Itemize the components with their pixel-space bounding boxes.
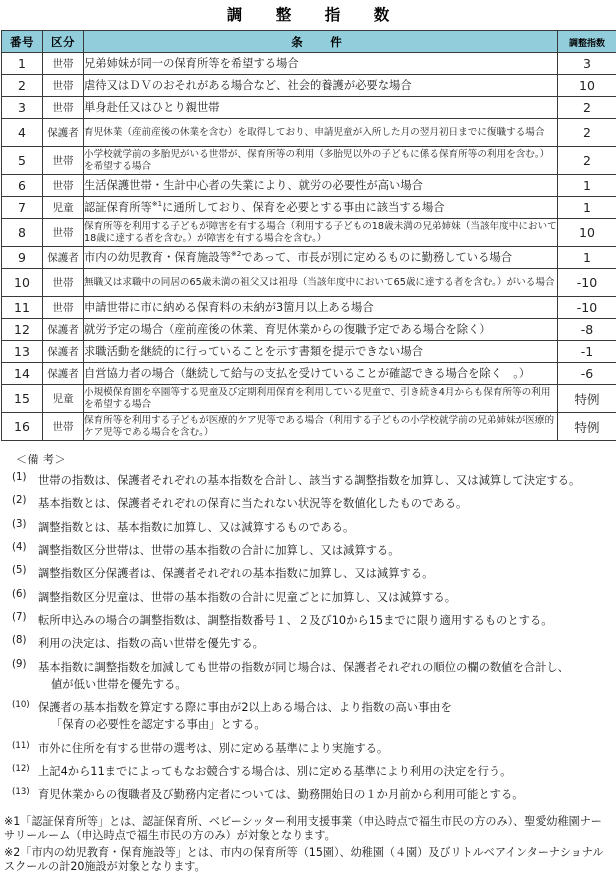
cell-condition: 保育所等を利用する子どもが医療的ケア児等である場合（利用する子どもの小学校就学前の兄弟姉妹が医療的ケア児等である場合を含む。） — [84, 413, 558, 441]
table-row — [2, 219, 616, 247]
cell-category: 世帯 — [43, 147, 84, 175]
table-head — [2, 31, 616, 53]
cell-no: 3 — [2, 97, 43, 119]
note-marker: (7) — [10, 612, 38, 623]
column-header-no: 番号 — [2, 31, 43, 53]
cell-points: 特例 — [558, 413, 616, 441]
note-marker: (4) — [10, 542, 38, 553]
note-text-line: 調整指数とは、基本指数に加算し、又は減算するものである。 — [38, 521, 354, 534]
cell-condition: 兄弟姉妹が同一の保育所等を希望する場合 — [84, 53, 558, 75]
note-marker: (12) — [10, 763, 38, 774]
note-marker: (3) — [10, 519, 38, 530]
note-text — [38, 472, 608, 489]
note-item — [10, 472, 608, 489]
note-text — [38, 589, 608, 606]
note-marker: (13) — [10, 786, 38, 797]
table-row — [2, 269, 616, 297]
cell-no: 1 — [2, 53, 43, 75]
cell-points: 2 — [558, 97, 616, 119]
table-row — [2, 119, 616, 147]
table-row — [2, 297, 616, 319]
cell-condition: 小学校就学前の多胎児がいる世帯が、保育所等の利用（多胎児以外の子どもに係る保育所等の利用を含む。）を希望する場合 — [84, 147, 558, 175]
table-row — [2, 197, 616, 219]
note-text — [38, 519, 608, 536]
cell-condition: 認証保育所等$^{※1}$に通所しており、保育を必要とする事由に該当する場合 — [84, 197, 558, 219]
note-text — [38, 699, 608, 733]
cell-points: 2 — [558, 119, 616, 147]
note-marker: (8) — [10, 635, 38, 646]
cell-points: 1 — [558, 175, 616, 197]
footnote-text: ※1「認証保育所等」とは、認証保育所、ベビーシッター利用支援事業（申込時点で福生市民の方のみ）、聖愛幼稚園ナーサリールーム（申込時点で福生市民の方のみ）が対象となります。 — [4, 815, 612, 843]
note-text — [38, 612, 608, 629]
cell-points: -10 — [558, 269, 616, 297]
cell-condition: 虐待又はＤＶのおそれがある場合など、社会的養護が必要な場合 — [84, 75, 558, 97]
note-text-line: 調整指数区分世帯は、世帯の基本指数の合計に加算し、又は減算する。 — [38, 544, 400, 557]
cell-no: 9 — [2, 247, 43, 269]
cell-category: 世帯 — [43, 413, 84, 441]
page-title: 調 整 指 数 — [0, 0, 616, 30]
cell-condition: 無職又は求職中の同居の65歳未満の祖父又は祖母（当該年度中において65歳に達する者を含む。）がいる場合 — [84, 269, 558, 297]
table-row — [2, 53, 616, 75]
cell-category: 世帯 — [43, 297, 84, 319]
note-item — [10, 659, 608, 693]
cell-points: 10 — [558, 219, 616, 247]
note-text-line: 市外に住所を有する世帯の選考は、別に定める基準により実施する。 — [38, 742, 388, 755]
table-row — [2, 413, 616, 441]
cell-points: 1 — [558, 247, 616, 269]
table-row — [2, 247, 616, 269]
note-text — [38, 495, 608, 512]
cell-no: 11 — [2, 297, 43, 319]
note-text-line: 基本指数とは、保護者それぞれの保育に当たれない状況等を数値化したものである。 — [38, 497, 467, 510]
cell-no: 6 — [2, 175, 43, 197]
cell-category: 児童 — [43, 385, 84, 413]
note-text-line: 調整指数区分保護者は、保護者それぞれの基本指数に加算し、又は減算する。 — [38, 567, 433, 580]
cell-points: 2 — [558, 147, 616, 175]
note-item — [10, 635, 608, 652]
table-row — [2, 385, 616, 413]
cell-no: 12 — [2, 319, 43, 341]
cell-points: -8 — [558, 319, 616, 341]
note-item — [10, 565, 608, 582]
notes-heading: ＜備 考＞ — [16, 454, 608, 465]
cell-condition: 市内の幼児教育・保育施設等$^{※2}$であって、市長が別に定めるものに勤務している場合 — [84, 247, 558, 269]
table-row — [2, 363, 616, 385]
table-row — [2, 97, 616, 119]
cell-no: 5 — [2, 147, 43, 175]
note-marker: (10) — [10, 699, 38, 710]
note-text-line: 基本指数に調整指数を加減しても世帯の指数が同じ場合は、保護者それぞれの順位の欄の数値を合計し、 — [38, 661, 569, 674]
notes-list — [10, 472, 608, 804]
note-marker: (9) — [10, 659, 38, 670]
notes-section — [0, 441, 616, 804]
note-marker: (11) — [10, 740, 38, 751]
note-text — [38, 763, 608, 780]
note-text — [38, 635, 608, 652]
cell-category: 保護者 — [43, 119, 84, 147]
note-text-line: 調整指数区分児童は、世帯の基本指数の合計に児童ごとに加算し、又は減算する。 — [38, 591, 456, 604]
note-text-continuation: 値が低い世帯を優先する。 — [38, 676, 608, 693]
cell-no: 7 — [2, 197, 43, 219]
cell-category: 児童 — [43, 197, 84, 219]
footnotes-section — [0, 810, 616, 875]
footnote-marker: ※1 — [152, 200, 162, 208]
cell-category: 保護者 — [43, 363, 84, 385]
cell-condition: 自営協力者の場合（継続して給与の支払を受けていることが確認できる場合を除く 。） — [84, 363, 558, 385]
cell-category: 保護者 — [43, 341, 84, 363]
cell-no: 10 — [2, 269, 43, 297]
adjustment-index-table-wrap — [0, 30, 616, 441]
note-text — [38, 565, 608, 582]
cell-category: 世帯 — [43, 97, 84, 119]
cell-condition: 生活保護世帯・生計中心者の失業により、就労の必要性が高い場合 — [84, 175, 558, 197]
column-header-category: 区分 — [43, 31, 84, 53]
note-item — [10, 612, 608, 629]
note-item — [10, 495, 608, 512]
note-text-line: 利用の決定は、指数の高い世帯を優先する。 — [38, 637, 264, 650]
note-item — [10, 519, 608, 536]
cell-points: -10 — [558, 297, 616, 319]
footnote-marker: ※2 — [231, 250, 241, 258]
note-marker: (6) — [10, 589, 38, 600]
cell-category: 世帯 — [43, 269, 84, 297]
note-text — [38, 740, 608, 757]
table-row — [2, 75, 616, 97]
note-item — [10, 740, 608, 757]
cell-points: -1 — [558, 341, 616, 363]
column-header-points: 調整指数 — [558, 31, 616, 53]
cell-category: 世帯 — [43, 53, 84, 75]
cell-no: 4 — [2, 119, 43, 147]
cell-points: 3 — [558, 53, 616, 75]
cell-points: -6 — [558, 363, 616, 385]
cell-category: 世帯 — [43, 219, 84, 247]
cell-condition: 申請世帯に市に納める保育料の未納が3箇月以上ある場合 — [84, 297, 558, 319]
note-text-line: 保護者の基本指数を算定する際に事由が2以上ある場合は、より指数の高い事由を — [38, 701, 452, 714]
note-marker: (2) — [10, 495, 38, 506]
table-row — [2, 147, 616, 175]
cell-condition: 求職活動を継続的に行っていることを示す書類を提示できない場合 — [84, 341, 558, 363]
table-row — [2, 319, 616, 341]
cell-category: 保護者 — [43, 319, 84, 341]
note-text-line: 転所申込みの場合の調整指数は、調整指数番号１、２及び10から15までに限り適用するものとする。 — [38, 614, 553, 627]
cell-no: 13 — [2, 341, 43, 363]
table-row — [2, 341, 616, 363]
note-text — [38, 542, 608, 559]
cell-category: 世帯 — [43, 175, 84, 197]
cell-condition: 保育所等を利用する子どもが障害を有する場合（利用する子どもの18歳未満の兄弟姉妹（当該年度中において18歳に達する者を含む。）が障害を有する場合を含む。） — [84, 219, 558, 247]
note-item — [10, 542, 608, 559]
note-marker: (5) — [10, 565, 38, 576]
table-row — [2, 175, 616, 197]
cell-category: 保護者 — [43, 247, 84, 269]
note-marker: (1) — [10, 472, 38, 483]
adjustment-index-table — [1, 30, 616, 441]
table-body — [2, 53, 616, 441]
note-text-line: 世帯の指数は、保護者それぞれの基本指数を合計し、該当する調整指数を加算し、又は減算して決定する。 — [38, 474, 580, 487]
cell-condition: 単身赴任又はひとり親世帯 — [84, 97, 558, 119]
cell-condition: 小規模保育園を卒園等する児童及び定期利用保育を利用している児童で、引き続き4月からも保育所等の利用を希望する場合 — [84, 385, 558, 413]
note-item — [10, 763, 608, 780]
cell-condition: 育児休業（産前産後の休業を含む）を取得しており、申請児童が入所した月の翌月初日までに復職する場合 — [84, 119, 558, 147]
cell-no: 8 — [2, 219, 43, 247]
cell-points: 特例 — [558, 385, 616, 413]
cell-condition: 就労予定の場合（産前産後の休業、育児休業からの復職予定である場合を除く） — [84, 319, 558, 341]
cell-no: 14 — [2, 363, 43, 385]
note-item — [10, 786, 608, 803]
note-item — [10, 589, 608, 606]
footnote-text: ※2「市内の幼児教育・保育施設等」とは、市内の保育所等（15園）、幼稚園（４園）及びリトルベアインターナショナルスクールの計20施設が対象となります。 — [4, 846, 612, 874]
note-text — [38, 659, 608, 693]
note-item — [10, 699, 608, 733]
cell-no: 16 — [2, 413, 43, 441]
note-text-line: 育児休業からの復職者及び勤務内定者については、勤務開始日の１か月前から利用可能とする。 — [38, 788, 524, 801]
note-text-continuation: 「保育の必要性を認定する事由」とする。 — [38, 716, 608, 733]
note-text-line: 上記4から11までによってもなお競合する場合は、別に定める基準により利用の決定を行う。 — [38, 765, 511, 778]
table-header-row — [2, 31, 616, 53]
column-header-condition: 条 件 — [84, 31, 558, 53]
cell-no: 2 — [2, 75, 43, 97]
cell-category: 世帯 — [43, 75, 84, 97]
cell-no: 15 — [2, 385, 43, 413]
cell-points: 10 — [558, 75, 616, 97]
cell-points: 1 — [558, 197, 616, 219]
note-text — [38, 786, 608, 803]
